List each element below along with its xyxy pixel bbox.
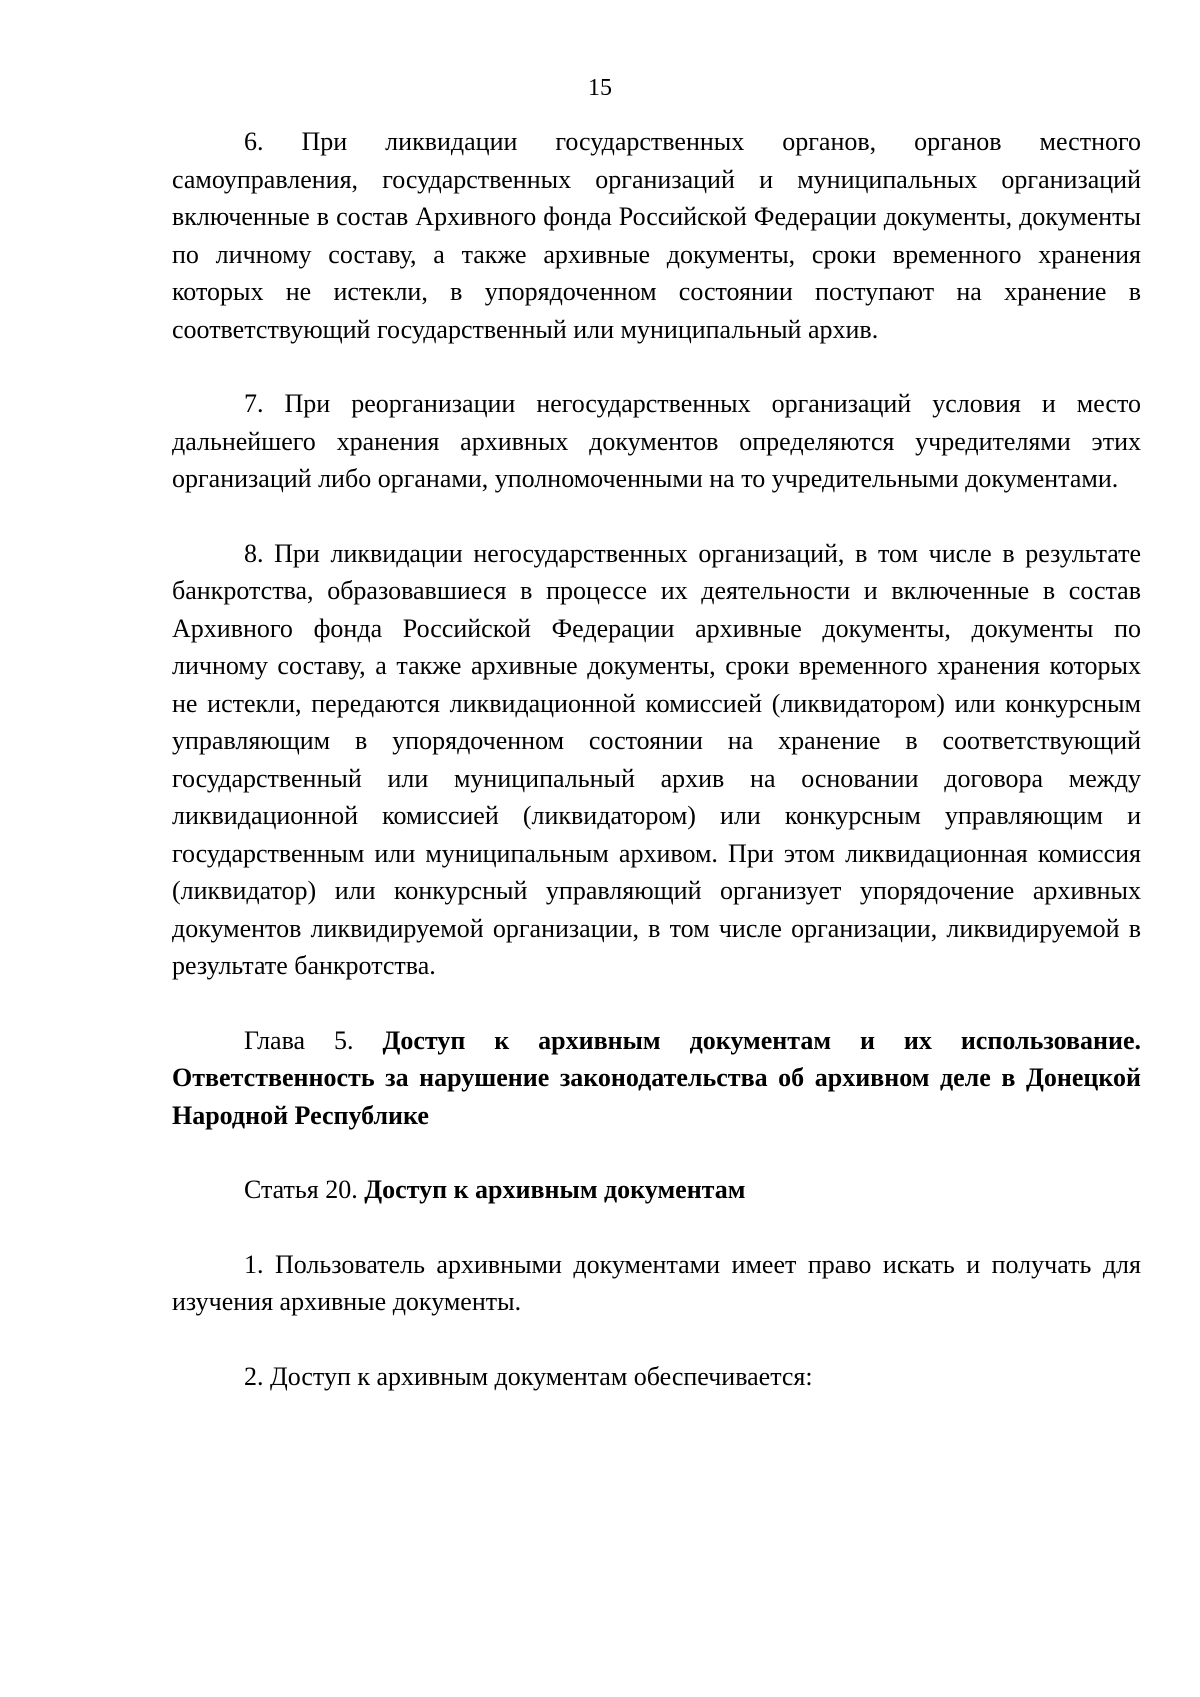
article-heading <box>172 1171 1141 1209</box>
article-item-2: 2. Доступ к архивным документам обеспечивается: <box>244 1361 813 1391</box>
paragraph-8: 8. При ликвидации негосударственных организаций, в том числе в результате банкротства, образовавшиеся в процессе их деятельности и включенные в состав Архивного фонда Российской Федерации архивные документы, документы по личному составу, а также архивные документы, сроки временного хранения которых не истекли, передаются ликвидационной комиссией (ликвидатором) или конкурсным управляющим в упорядоченном состоянии на хранение в соответствующий государственный или муниципальный архив на основании договора между ликвидационной комиссией (ликвидатором) или конкурсным управляющим и государственным или муниципальным архивом. При этом ликвидационная комиссия (ликвидатор) или конкурсный управляющий организует упорядочение архивных документов ликвидируемой организации, в том числе организации, ликвидируемой в результате банкротства. <box>172 538 1141 980</box>
article-item-1: 1. Пользователь архивными документами имеет право искать и получать для изучения архивные документы. <box>172 1249 1141 1316</box>
document-body <box>172 123 1141 1395</box>
chapter-prefix: Глава 5. <box>244 1025 354 1055</box>
paragraph-6: 6. При ликвидации государственных органов, органов местного самоуправления, государственных организаций и муниципальных организаций включенные в состав Архивного фонда Российской Федерации документы, документы по личному составу, а также архивные документы, сроки временного хранения которых не истекли, в упорядоченном состоянии поступают на хранение в соответствующий государственный или муниципальный архив. <box>172 127 1141 344</box>
page-number: 15 <box>588 75 612 101</box>
article-prefix: Статья 20. <box>244 1175 358 1204</box>
article-title: Доступ к архивным документам <box>364 1175 746 1204</box>
paragraph-7: 7. При реорганизации негосударственных организаций условия и место дальнейшего хранения архивных документов определяются учредителями этих организаций либо органами, уполномоченными на то учредительными документами. <box>172 389 1141 493</box>
chapter-title: Доступ к архивным документам и их использование. Ответственность за нарушение законодательства об архивном деле в Донецкой Народной Республике <box>172 1025 1142 1130</box>
chapter-heading <box>172 1022 1141 1135</box>
